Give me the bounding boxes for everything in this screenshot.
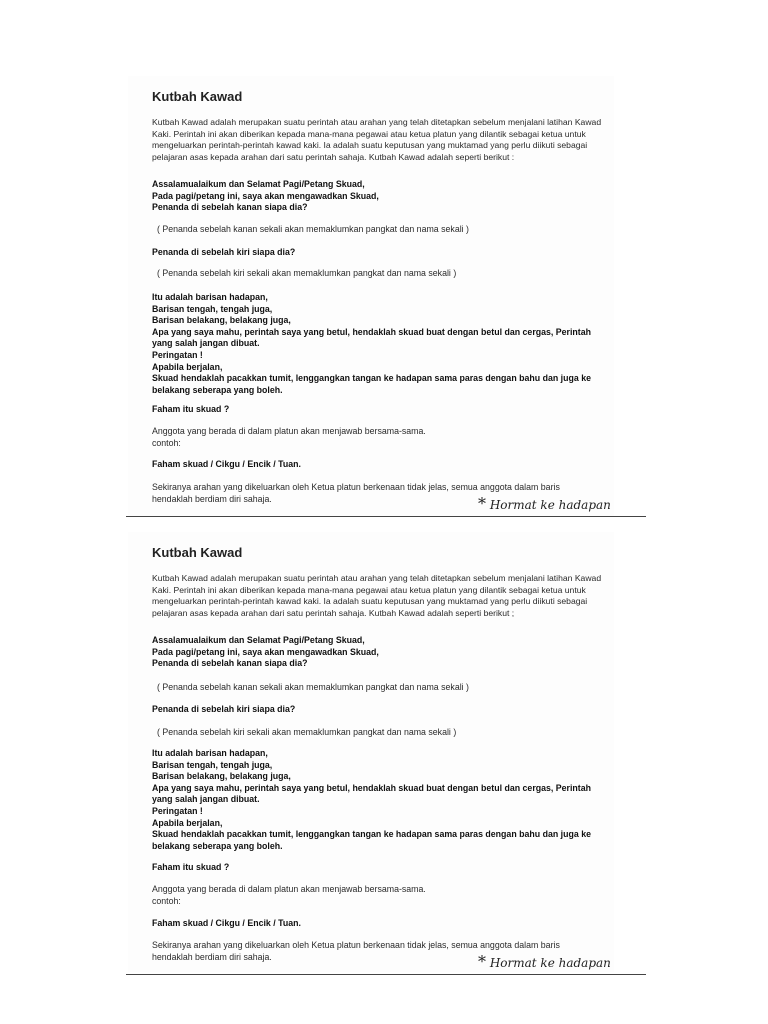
note-right-marker: ( Penanda sebelah kanan sekali akan memaklumkan pangkat dan nama sekali ) — [157, 224, 469, 234]
closing-line: hendaklah berdiam diri sahaja. — [152, 493, 272, 504]
order-line: Peringatan ! — [152, 349, 203, 360]
intro-paragraph: Kutbah Kawad adalah merupakan suatu perintah atau arahan yang telah ditetapkan sebelum menjalani latihan Kawad Kaki. Perintah ini akan diberikan kepada mana-mana pegawai atau ketua platun yang dilantik sebagai ketua untuk mengeluarkan perintah-perintah kawad kaki. Ia adalah suatu keputusan yang muktamad yang perlu diikuti sebagai pelajaran asas kepada arahan dari satu perintah sahaja. Kutbah Kawad adalah seperti berikut ; — [152, 573, 602, 618]
order-line: belakang seberapa yang boleh. — [152, 840, 283, 851]
handwritten-note — [478, 952, 611, 971]
intro-paragraph: Kutbah Kawad adalah merupakan suatu perintah atau arahan yang telah ditetapkan sebelum menjalani latihan Kawad Kaki. Perintah ini akan diberikan kepada mana-mana pegawai atau ketua platun yang dilantik sebagai ketua untuk mengeluarkan perintah-perintah kawad kaki. Ia adalah suatu keputusan yang muktamad yang perlu diikuti sebagai pelajaran asas kepada arahan dari satu perintah sahaja. Kutbah Kawad adalah seperti berikut : — [152, 117, 602, 162]
page-title: Kutbah Kawad — [152, 545, 243, 560]
greeting-line: Assalamualaikum dan Selamat Pagi/Petang Skuad, — [152, 635, 365, 645]
orders-block — [152, 748, 591, 852]
greeting-line: Penanda di sebelah kanan siapa dia? — [152, 658, 308, 669]
order-line: belakang seberapa yang boleh. — [152, 384, 283, 395]
order-line: Peringatan ! — [152, 805, 203, 816]
document-page-2 — [128, 532, 614, 972]
greeting-line: Pada pagi/petang ini, saya akan mengawadkan Skuad, — [152, 190, 379, 201]
greeting-block — [152, 179, 379, 214]
asterisk-mark: * — [478, 952, 486, 971]
order-line: Apa yang saya mahu, perintah saya yang betul, hendaklah skuad buat dengan betul dan cergas, Perintah — [152, 326, 591, 337]
order-line: Skuad hendaklah pacakkan tumit, lenggangkan tangan ke hadapan sama paras dengan bahu dan juga ke — [152, 829, 591, 840]
handwritten-text: Hormat ke hadapan — [489, 498, 611, 512]
closing-line: Sekiranya arahan yang dikeluarkan oleh Ketua platun berkenaan tidak jelas, semua anggota dalam baris — [152, 940, 560, 950]
instruction-line: Anggota yang berada di dalam platun akan menjawab bersama-sama. — [152, 884, 426, 894]
asterisk-mark: * — [478, 494, 486, 513]
answer-instructions — [152, 426, 426, 449]
instruction-line: Anggota yang berada di dalam platun akan menjawab bersama-sama. — [152, 426, 426, 436]
order-line: yang salah jangan dibuat. — [152, 338, 260, 349]
order-line: yang salah jangan dibuat. — [152, 794, 260, 805]
instruction-line: contoh: — [152, 895, 181, 906]
faham-question: Faham itu skuad ? — [152, 862, 230, 872]
order-line: Barisan belakang, belakang juga, — [152, 771, 291, 782]
order-line: Apabila berjalan, — [152, 817, 223, 828]
greeting-line: Penanda di sebelah kanan siapa dia? — [152, 202, 308, 213]
answer-line: Faham skuad / Cikgu / Encik / Tuan. — [152, 918, 301, 928]
order-line: Itu adalah barisan hadapan, — [152, 292, 268, 302]
page-divider — [126, 974, 646, 975]
order-line: Barisan tengah, tengah juga, — [152, 759, 273, 770]
instruction-line: contoh: — [152, 437, 181, 448]
order-line: Apa yang saya mahu, perintah saya yang betul, hendaklah skuad buat dengan betul dan cergas, Perintah — [152, 782, 591, 793]
page-divider — [126, 516, 646, 517]
answer-instructions — [152, 884, 426, 907]
note-right-marker: ( Penanda sebelah kanan sekali akan memaklumkan pangkat dan nama sekali ) — [157, 682, 469, 692]
greeting-block — [152, 635, 379, 670]
order-line: Apabila berjalan, — [152, 361, 223, 372]
faham-question: Faham itu skuad ? — [152, 404, 230, 414]
note-left-marker: ( Penanda sebelah kiri sekali akan memaklumkan pangkat dan nama sekali ) — [157, 727, 457, 737]
order-line: Itu adalah barisan hadapan, — [152, 748, 268, 758]
document-page-1 — [128, 76, 614, 516]
handwritten-note — [478, 494, 611, 513]
orders-block — [152, 292, 591, 396]
greeting-line: Pada pagi/petang ini, saya akan mengawadkan Skuad, — [152, 646, 379, 657]
question-left-marker: Penanda di sebelah kiri siapa dia? — [152, 247, 296, 257]
handwritten-text: Hormat ke hadapan — [489, 956, 611, 970]
order-line: Barisan tengah, tengah juga, — [152, 303, 273, 314]
greeting-line: Assalamualaikum dan Selamat Pagi/Petang Skuad, — [152, 179, 365, 189]
question-left-marker: Penanda di sebelah kiri siapa dia? — [152, 704, 296, 714]
order-line: Barisan belakang, belakang juga, — [152, 315, 291, 326]
note-left-marker: ( Penanda sebelah kiri sekali akan memaklumkan pangkat dan nama sekali ) — [157, 268, 457, 278]
closing-line: Sekiranya arahan yang dikeluarkan oleh Ketua platun berkenaan tidak jelas, semua anggota dalam baris — [152, 482, 560, 492]
page-title: Kutbah Kawad — [152, 89, 243, 104]
answer-line: Faham skuad / Cikgu / Encik / Tuan. — [152, 459, 301, 469]
order-line: Skuad hendaklah pacakkan tumit, lenggangkan tangan ke hadapan sama paras dengan bahu dan juga ke — [152, 373, 591, 384]
closing-line: hendaklah berdiam diri sahaja. — [152, 951, 272, 962]
